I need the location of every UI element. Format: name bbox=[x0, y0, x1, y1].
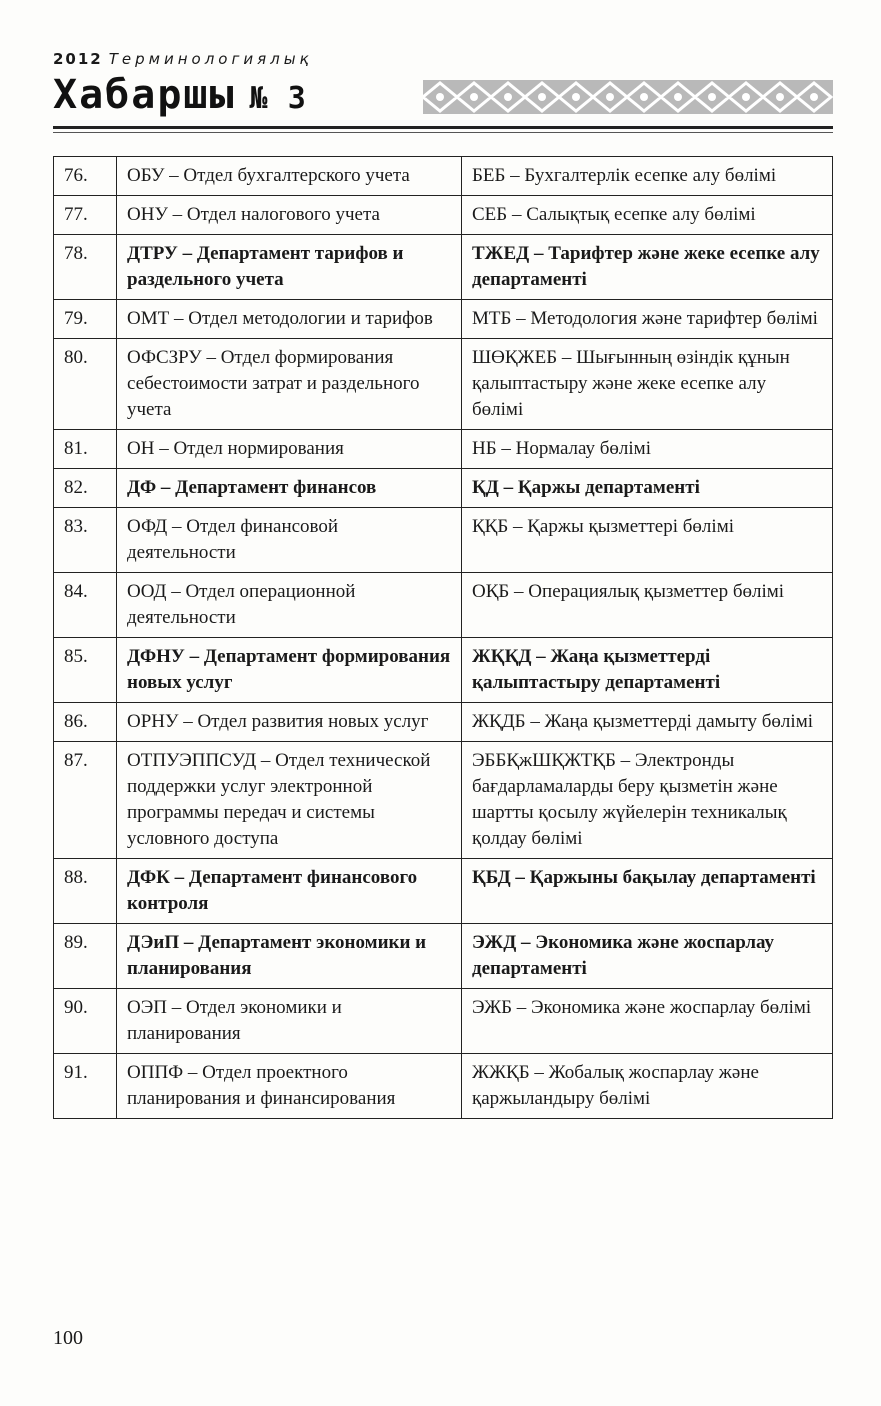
kazakh-term: МТБ – Методология және тарифтер бөлімі bbox=[462, 300, 833, 339]
table-row bbox=[54, 469, 833, 508]
row-number: 89. bbox=[54, 924, 117, 989]
table-row bbox=[54, 638, 833, 703]
row-number: 90. bbox=[54, 989, 117, 1054]
russian-term: ДТРУ – Департамент тарифов и раздельного учета bbox=[117, 235, 462, 300]
russian-term: ООД – Отдел операционной деятельности bbox=[117, 573, 462, 638]
russian-term: ОН – Отдел нормирования bbox=[117, 430, 462, 469]
russian-term: ОМТ – Отдел методологии и тарифов bbox=[117, 300, 462, 339]
table-row bbox=[54, 508, 833, 573]
kazakh-term: БЕБ – Бухгалтерлік есепке алу бөлімі bbox=[462, 157, 833, 196]
russian-term: ДЭиП – Департамент экономики и планирования bbox=[117, 924, 462, 989]
issue-number: № 3 bbox=[249, 81, 307, 116]
table-row bbox=[54, 1054, 833, 1119]
russian-term: ОНУ – Отдел налогового учета bbox=[117, 196, 462, 235]
row-number: 85. bbox=[54, 638, 117, 703]
kazakh-term: ЖҚҚД – Жаңа қызметтерді қалыптастыру департаменті bbox=[462, 638, 833, 703]
journal-title: Хабаршы bbox=[53, 72, 236, 118]
kazakh-term: ҚҚБ – Қаржы қызметтері бөлімі bbox=[462, 508, 833, 573]
kazakh-term: ЖЖҚБ – Жобалық жоспарлау және қаржыландыру бөлімі bbox=[462, 1054, 833, 1119]
row-number: 78. bbox=[54, 235, 117, 300]
russian-term: ДФНУ – Департамент формирования новых услуг bbox=[117, 638, 462, 703]
kazakh-term: ШӨҚЖЕБ – Шығынның өзіндік құнын қалыптастыру және жеке есепке алу бөлімі bbox=[462, 339, 833, 430]
row-number: 83. bbox=[54, 508, 117, 573]
row-number: 82. bbox=[54, 469, 117, 508]
table-row bbox=[54, 742, 833, 859]
row-number: 84. bbox=[54, 573, 117, 638]
journal-word: Терминологиялық bbox=[108, 50, 313, 68]
table-row bbox=[54, 430, 833, 469]
kazakh-term: ҚБД – Қаржыны бақылау департаменті bbox=[462, 859, 833, 924]
kazakh-term: ОҚБ – Операциялық қызметтер бөлімі bbox=[462, 573, 833, 638]
kazakh-term: ҚД – Қаржы департаменті bbox=[462, 469, 833, 508]
russian-term: ДФ – Департамент финансов bbox=[117, 469, 462, 508]
row-number: 81. bbox=[54, 430, 117, 469]
russian-term: ОБУ – Отдел бухгалтерского учета bbox=[117, 157, 462, 196]
kazakh-term: ЭББҚжШҚЖТҚБ – Электронды бағдарламаларды беру қызметін және шартты қосылу жүйелерін техникалық қолдау бөлімі bbox=[462, 742, 833, 859]
row-number: 88. bbox=[54, 859, 117, 924]
kazakh-term: ЭЖД – Экономика және жоспарлау департаменті bbox=[462, 924, 833, 989]
russian-term: ОППФ – Отдел проектного планирования и финансирования bbox=[117, 1054, 462, 1119]
journal-year: 2012 bbox=[53, 50, 103, 68]
header-rule-thin bbox=[53, 132, 833, 133]
kazakh-term: ТЖЕД – Тарифтер және жеке есепке алу департаменті bbox=[462, 235, 833, 300]
russian-term: ОФСЗРУ – Отдел формирования себестоимости затрат и раздельного учета bbox=[117, 339, 462, 430]
page-header bbox=[53, 44, 833, 136]
table-row bbox=[54, 989, 833, 1054]
russian-term: ОРНУ – Отдел развития новых услуг bbox=[117, 703, 462, 742]
russian-term: ДФК – Департамент финансового контроля bbox=[117, 859, 462, 924]
table-row bbox=[54, 859, 833, 924]
kazakh-term: НБ – Нормалау бөлімі bbox=[462, 430, 833, 469]
row-number: 87. bbox=[54, 742, 117, 859]
page-number: 100 bbox=[53, 1327, 83, 1349]
terms-table bbox=[53, 156, 833, 1119]
table-row bbox=[54, 235, 833, 300]
row-number: 91. bbox=[54, 1054, 117, 1119]
ornament-band bbox=[423, 80, 833, 114]
row-number: 77. bbox=[54, 196, 117, 235]
row-number: 80. bbox=[54, 339, 117, 430]
kazakh-term: ЖҚДБ – Жаңа қызметтерді дамыту бөлімі bbox=[462, 703, 833, 742]
journal-title-block bbox=[53, 72, 307, 118]
kazakh-term: ЭЖБ – Экономика және жоспарлау бөлімі bbox=[462, 989, 833, 1054]
row-number: 76. bbox=[54, 157, 117, 196]
table-row bbox=[54, 196, 833, 235]
table-row bbox=[54, 157, 833, 196]
header-rule bbox=[53, 126, 833, 129]
table-row bbox=[54, 924, 833, 989]
table-row bbox=[54, 300, 833, 339]
row-number: 79. bbox=[54, 300, 117, 339]
table-row bbox=[54, 703, 833, 742]
ornament-pattern-icon bbox=[423, 80, 833, 114]
russian-term: ОЭП – Отдел экономики и планирования bbox=[117, 989, 462, 1054]
row-number: 86. bbox=[54, 703, 117, 742]
table-row bbox=[54, 573, 833, 638]
russian-term: ОТПУЭППСУД – Отдел технической поддержки услуг электронной программы передач и системы условного доступа bbox=[117, 742, 462, 859]
kazakh-term: СЕБ – Салықтық есепке алу бөлімі bbox=[462, 196, 833, 235]
table-row bbox=[54, 339, 833, 430]
journal-subtitle bbox=[53, 50, 313, 68]
russian-term: ОФД – Отдел финансовой деятельности bbox=[117, 508, 462, 573]
